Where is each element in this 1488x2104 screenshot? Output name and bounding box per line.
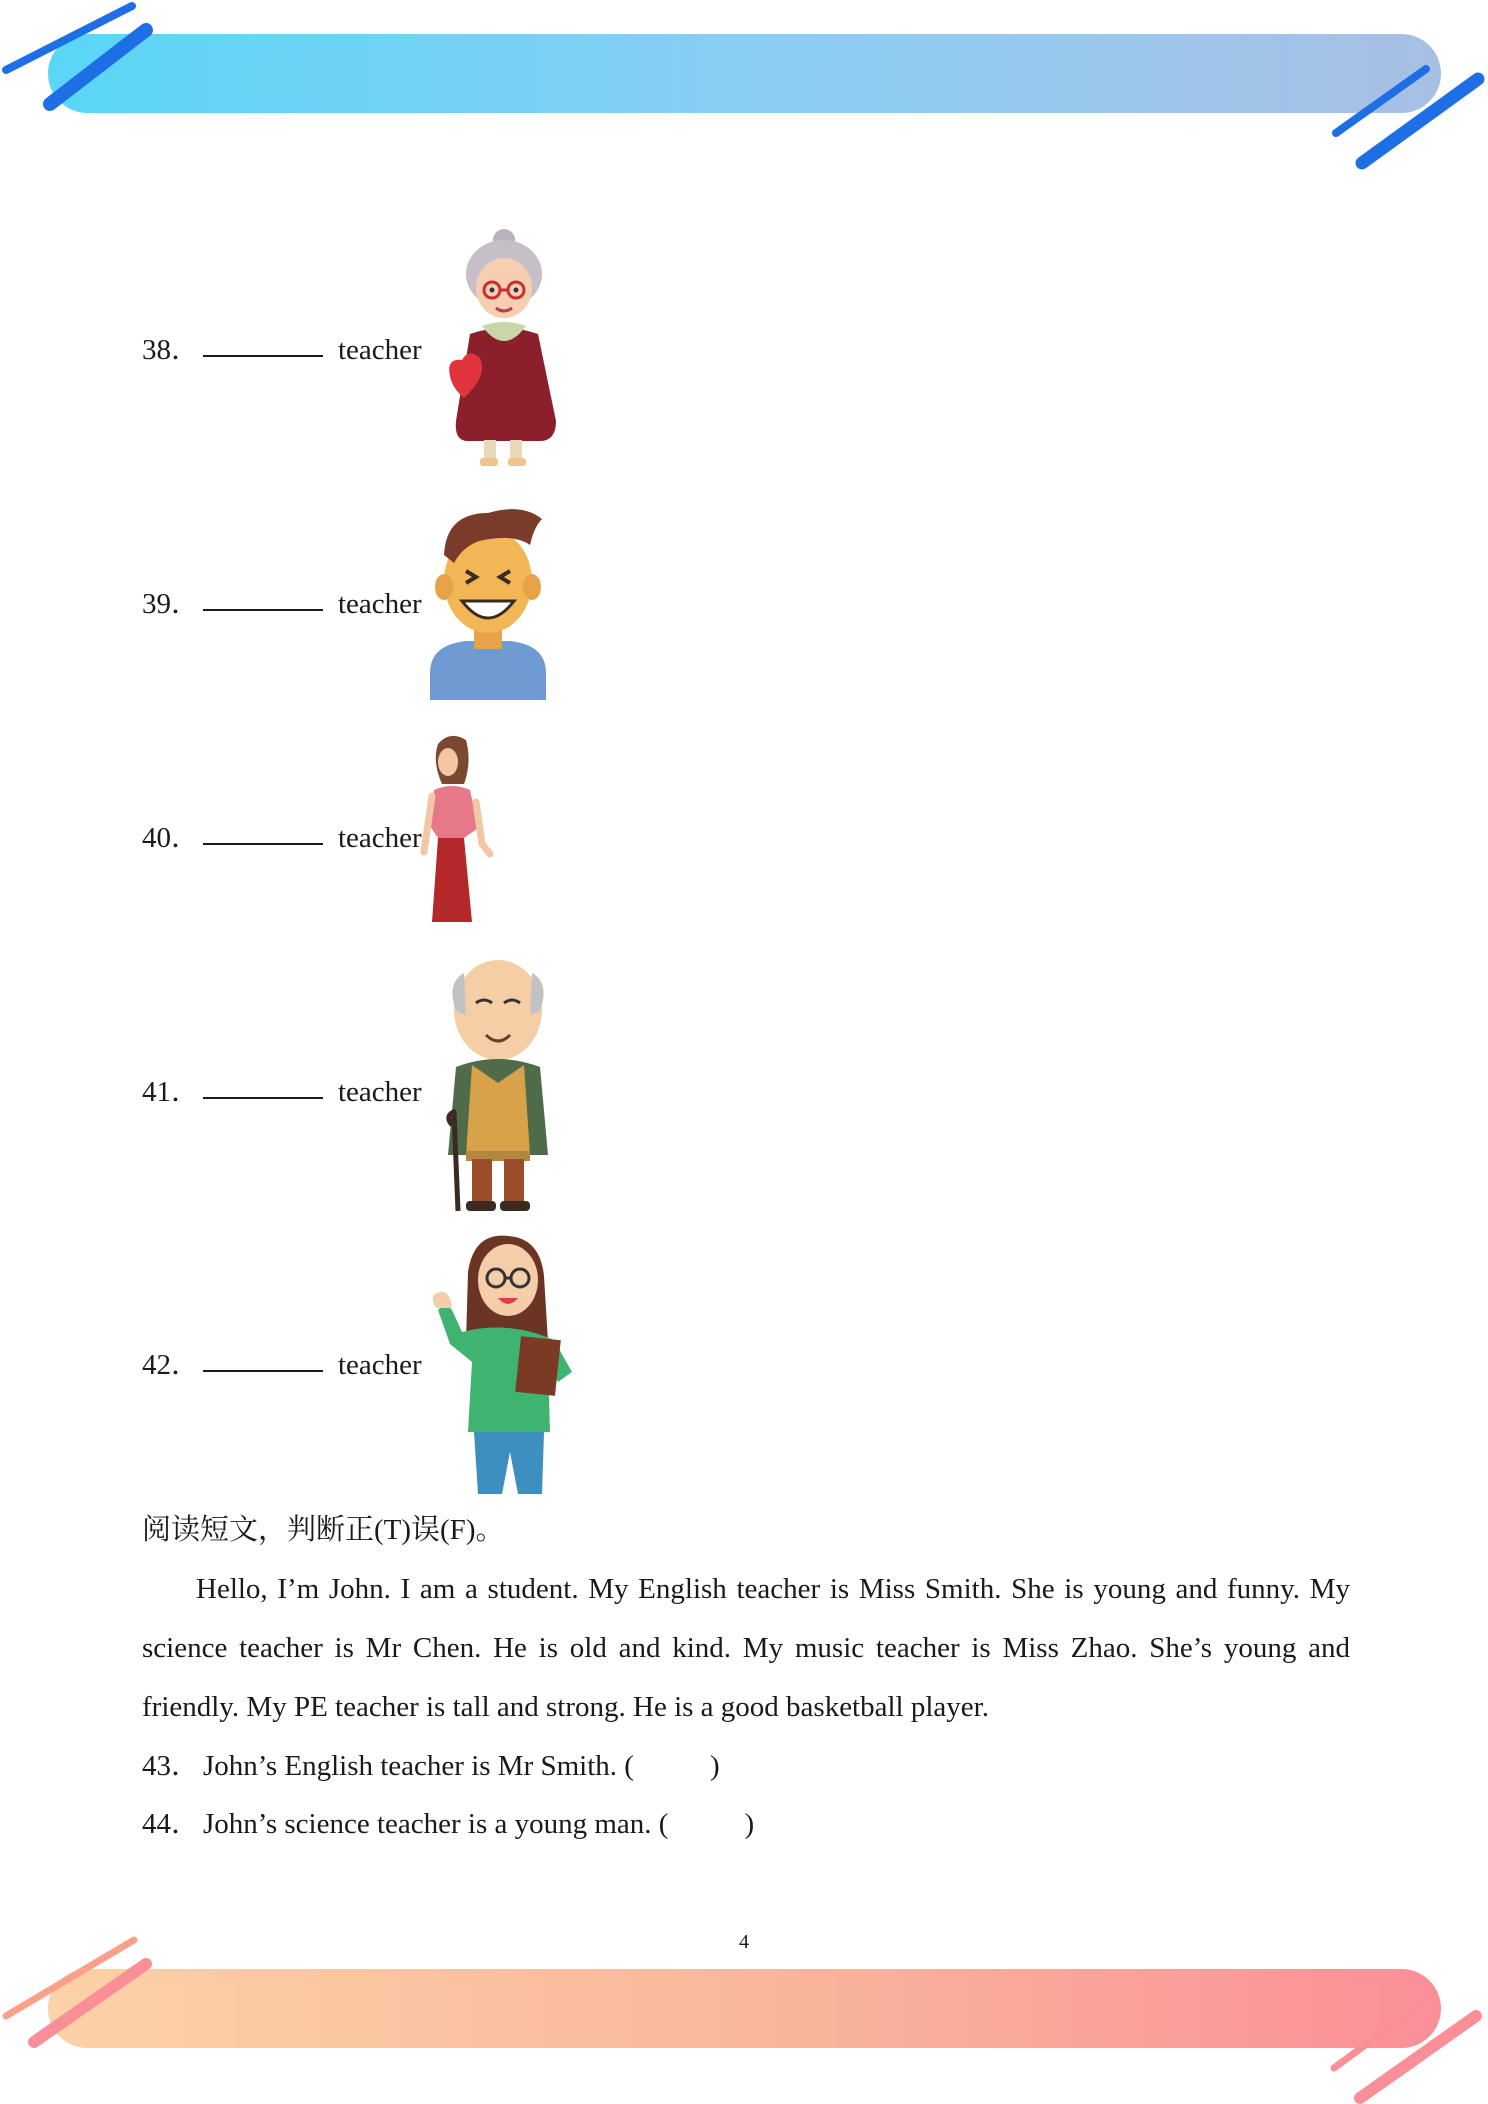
reading-passage: Hello, I’m John. I am a student. My English teacher is Miss Smith. She is young and funny. My science teacher is Mr Chen. He is old and kind. My music teacher is Miss Zhao. She’s young and friendly. My PE teacher is tall and strong. He is a good basketball player. [142, 1573, 1350, 1723]
laughing-man-icon [426, 505, 551, 700]
question-number: 38． [142, 334, 201, 366]
question-word: teacher [338, 334, 422, 366]
old-man-with-cane-icon [436, 955, 566, 1213]
footer-stripes-left-icon [0, 1930, 170, 2060]
question-word: teacher [338, 1349, 422, 1381]
answer-blank[interactable] [203, 609, 323, 611]
question-word: teacher [338, 588, 422, 620]
header-stripes-right-icon [1328, 55, 1488, 175]
footer-band [48, 1969, 1441, 2048]
young-woman-icon [420, 732, 510, 927]
item-close-paren: ) [709, 1750, 720, 1782]
reading-instruction: 阅读短文，判断正(T)误(F)。 [142, 1514, 505, 1546]
header-band [48, 34, 1441, 113]
question-word: teacher [338, 822, 422, 854]
woman-with-glasses-and-book-icon [422, 1232, 584, 1494]
item-close-paren: ) [744, 1808, 755, 1840]
answer-blank[interactable] [203, 1370, 323, 1372]
question-number: 40． [142, 822, 201, 854]
footer-stripes-right-icon [1326, 1988, 1488, 2104]
item-statement: John’s science teacher is a young man. ( [203, 1808, 669, 1840]
question-number: 41． [142, 1076, 201, 1108]
true-false-item-43 [142, 1746, 720, 1786]
answer-blank[interactable] [203, 355, 323, 357]
true-false-item-44 [142, 1804, 754, 1844]
old-woman-with-heart-icon [440, 226, 565, 471]
answer-blank[interactable] [203, 843, 323, 845]
page-number: 4 [739, 1931, 749, 1953]
question-word: teacher [338, 1076, 422, 1108]
header-stripes-left-icon [0, 0, 170, 120]
question-number: 39． [142, 588, 201, 620]
question-number: 42． [142, 1349, 201, 1381]
item-statement: John’s English teacher is Mr Smith. ( [203, 1750, 634, 1782]
item-number: 43． [142, 1750, 201, 1782]
item-number: 44． [142, 1808, 201, 1840]
answer-blank[interactable] [203, 1097, 323, 1099]
